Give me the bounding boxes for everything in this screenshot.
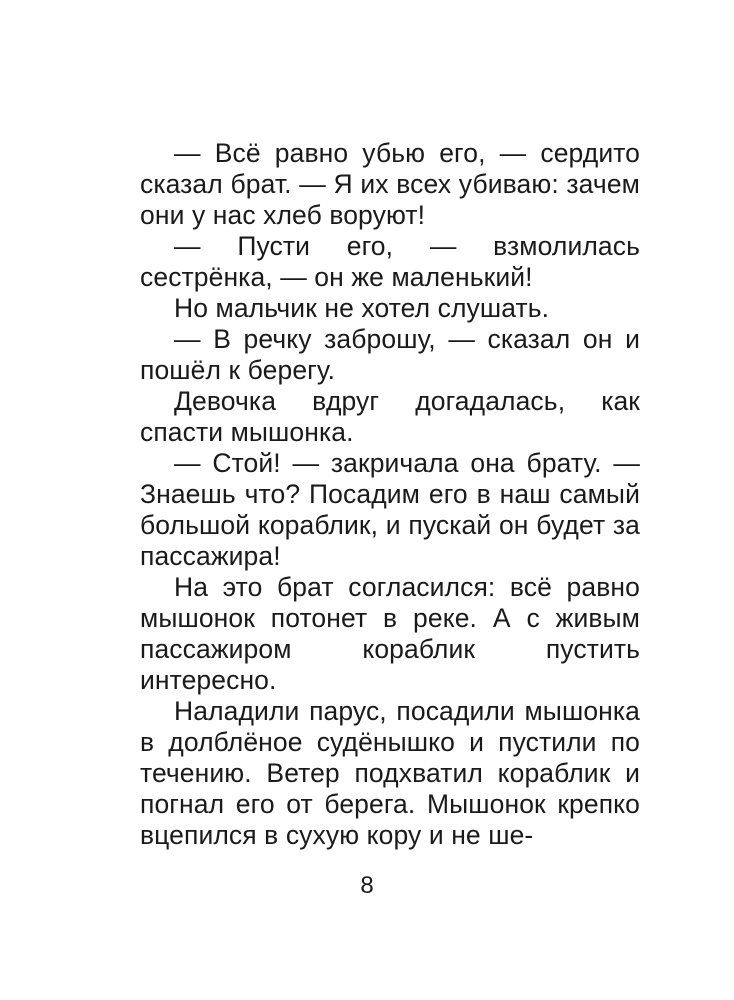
paragraph: На это брат согласился: всё равно мышонок потонет в реке. А с живым пассажиром кораблик пустить интересно. <box>140 572 640 695</box>
paragraph: Девочка вдруг догадалась, как спасти мышонка. <box>140 386 640 447</box>
paragraph: — Всё равно убью его, — сердито сказал брат. — Я их всех убиваю: зачем они у нас хлеб воруют! <box>140 138 640 230</box>
page-number: 8 <box>360 872 374 899</box>
paragraph: Но мальчик не хотел слушать. <box>174 293 550 323</box>
paragraph: — Пусти его, — взмолилась сестрёнка, — он же маленький! <box>140 231 640 292</box>
paragraph: Наладили парус, посадили мышонка в долблёное судёнышко и пустили по течению. Ветер подхватил кораблик и погнал его от берега. Мышонок крепко вцепился в сухую кору и не ше- <box>140 696 640 850</box>
page-text <box>140 138 640 851</box>
paragraph: — В речку заброшу, — сказал он и пошёл к берегу. <box>140 324 640 385</box>
paragraph: — Стой! — закричала она брату. — Знаешь что? Посадим его в наш самый большой кораблик, и пускай он будет за пассажира! <box>140 448 640 571</box>
